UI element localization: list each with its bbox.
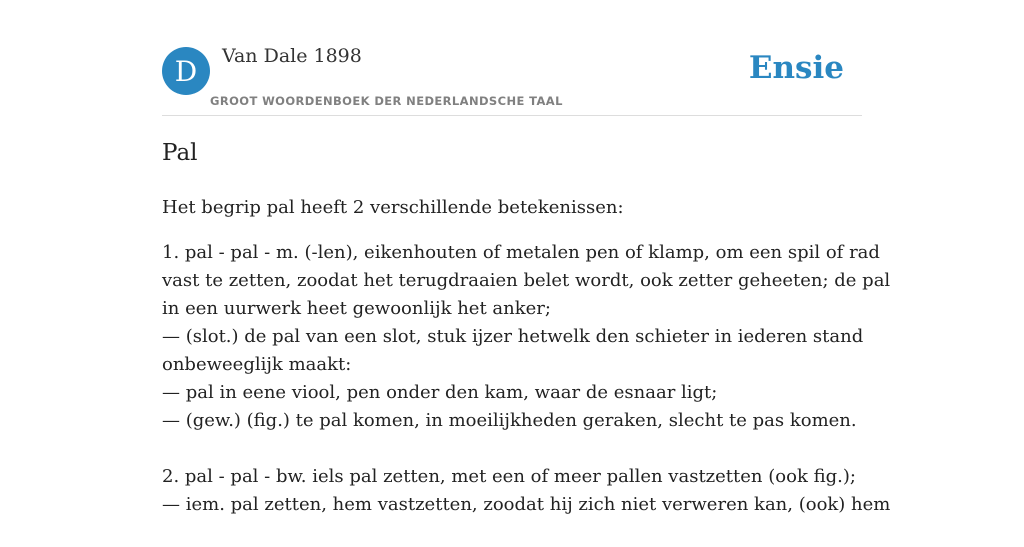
meaning-line: — (slot.) de pal van een slot, stuk ijzer hetwelk den schieter in iederen stand bbox=[162, 326, 864, 347]
meaning-line: in een uurwerk heet gewoonlijk het anker; bbox=[162, 298, 551, 319]
ensie-brand-link[interactable]: Ensie bbox=[748, 50, 844, 86]
meaning-2 bbox=[162, 463, 891, 519]
dictionary-title[interactable]: Van Dale 1898 bbox=[222, 45, 362, 67]
page-title: Pal bbox=[162, 140, 198, 166]
dictionary-subtitle: GROOT WOORDENBOEK DER NEDERLANDSCHE TAAL bbox=[210, 94, 563, 108]
meaning-line: vast te zetten, zoodat het terugdraaien belet wordt, ook zetter geheeten; de pal bbox=[162, 270, 891, 291]
meaning-line: 1. pal - pal - m. (-len), eikenhouten of metalen pen of klamp, om een spil of rad bbox=[162, 242, 880, 263]
meaning-line: onbeweeglijk maakt: bbox=[162, 354, 352, 375]
header-divider bbox=[162, 115, 862, 116]
intro-text: Het begrip pal heeft 2 verschillende betekenissen: bbox=[162, 197, 624, 218]
meanings-list bbox=[162, 239, 891, 547]
meaning-line: — pal in eene viool, pen onder den kam, waar de esnaar ligt; bbox=[162, 382, 718, 403]
meaning-line: — iem. pal zetten, hem vastzetten, zoodat hij zich niet verweren kan, (ook) hem bbox=[162, 494, 891, 515]
logo-letter: D bbox=[174, 54, 198, 88]
meaning-line: 2. pal - pal - bw. iels pal zetten, met een of meer pallen vastzetten (ook fig.); bbox=[162, 466, 856, 487]
dictionary-logo-icon[interactable] bbox=[162, 47, 210, 95]
meaning-1 bbox=[162, 239, 891, 435]
meaning-line: — (gew.) (fig.) te pal komen, in moeilijkheden geraken, slecht te pas komen. bbox=[162, 410, 857, 431]
